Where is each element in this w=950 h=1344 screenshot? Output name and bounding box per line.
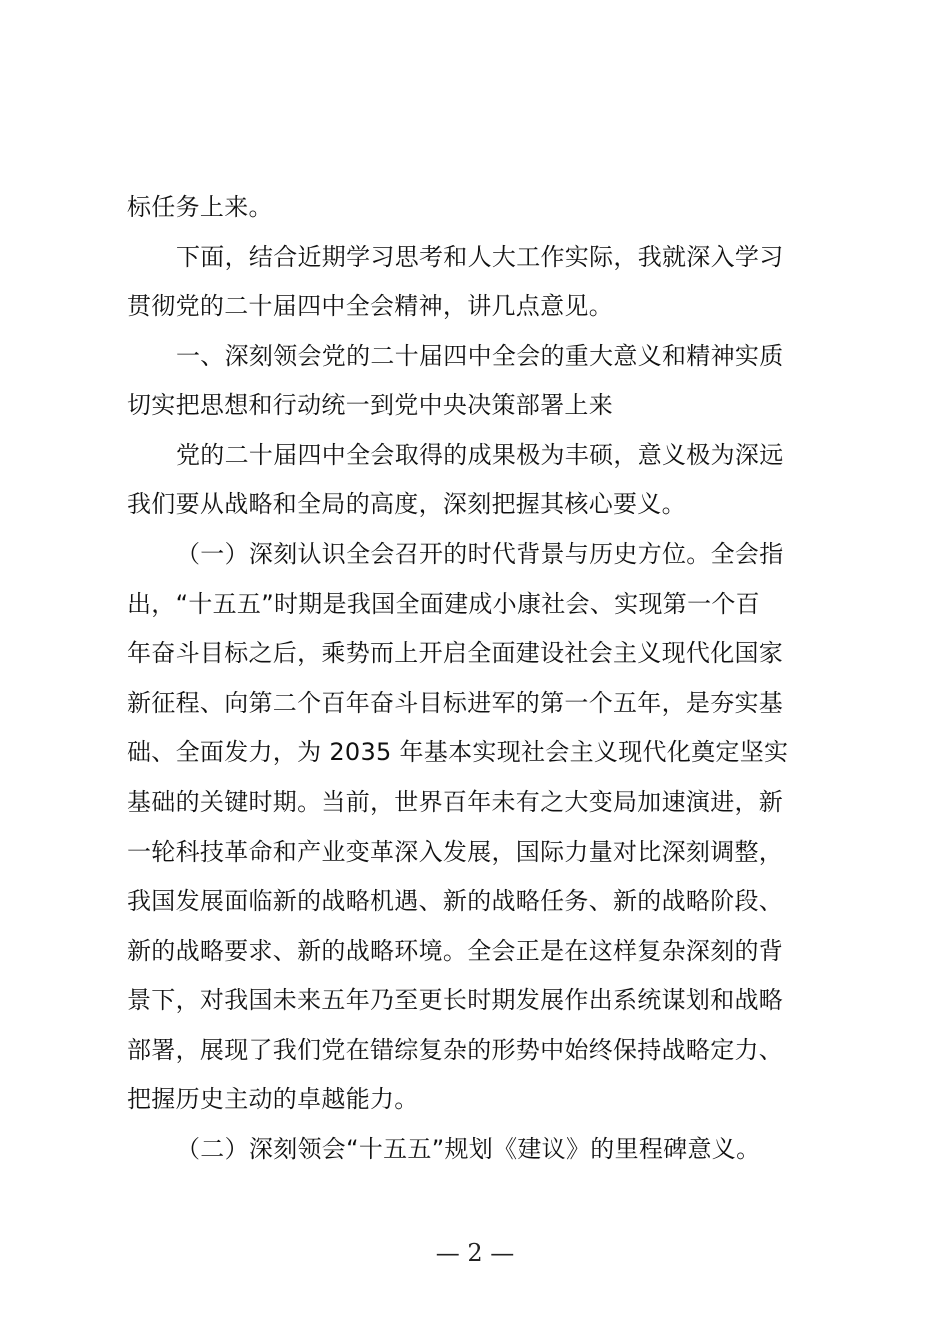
text-line-17: 景下，对我国未来五年乃至更长时期发展作出系统谋划和战略	[127, 986, 784, 1014]
text-line-14: 一轮科技革命和产业变革深入发展，国际力量对比深刻调整，	[127, 838, 784, 866]
section-heading-line-1: 一、深刻领会党的二十届四中全会的重大意义和精神实质	[176, 342, 784, 370]
section-heading-line-2: 切实把思想和行动统一到党中央决策部署上来	[127, 391, 613, 419]
text-line-13: 基础的关键时期。当前，世界百年未有之大变局加速演进，新	[127, 788, 784, 816]
text-line-18: 部署，展现了我们党在错综复杂的形势中始终保持战略定力、	[127, 1036, 784, 1064]
text-line-1: 标任务上来。	[127, 193, 273, 221]
text-line-19: 把握历史主动的卓越能力。	[127, 1085, 419, 1113]
text-line-10: 年奋斗目标之后，乘势而上开启全面建设社会主义现代化国家	[127, 639, 784, 667]
text-line-3: 贯彻党的二十届四中全会精神，讲几点意见。	[127, 292, 613, 320]
subsection-line-2: （二）深刻领会“十五五”规划《建议》的里程碑意义。	[176, 1135, 761, 1163]
text-line-16: 新的战略要求、新的战略环境。全会正是在这样复杂深刻的背	[127, 937, 784, 965]
text-line-2: 下面，结合近期学习思考和人大工作实际，我就深入学习	[176, 243, 784, 271]
page-number: — 2 —	[435, 1239, 515, 1267]
text-line-7: 我们要从战略和全局的高度，深刻把握其核心要义。	[127, 490, 686, 518]
text-line-6: 党的二十届四中全会取得的成果极为丰硕，意义极为深远	[176, 441, 784, 469]
subsection-line-1: （一）深刻认识全会召开的时代背景与历史方位。全会指	[176, 540, 784, 568]
text-line-9: 出，“十五五”时期是我国全面建成小康社会、实现第一个百	[127, 590, 760, 618]
text-line-11: 新征程、向第二个百年奋斗目标进军的第一个五年，是夯实基	[127, 689, 784, 717]
text-line-12: 础、全面发力，为 2035 年基本实现社会主义现代化奠定坚实	[127, 738, 789, 766]
text-line-15: 我国发展面临新的战略机遇、新的战略任务、新的战略阶段、	[127, 887, 784, 915]
